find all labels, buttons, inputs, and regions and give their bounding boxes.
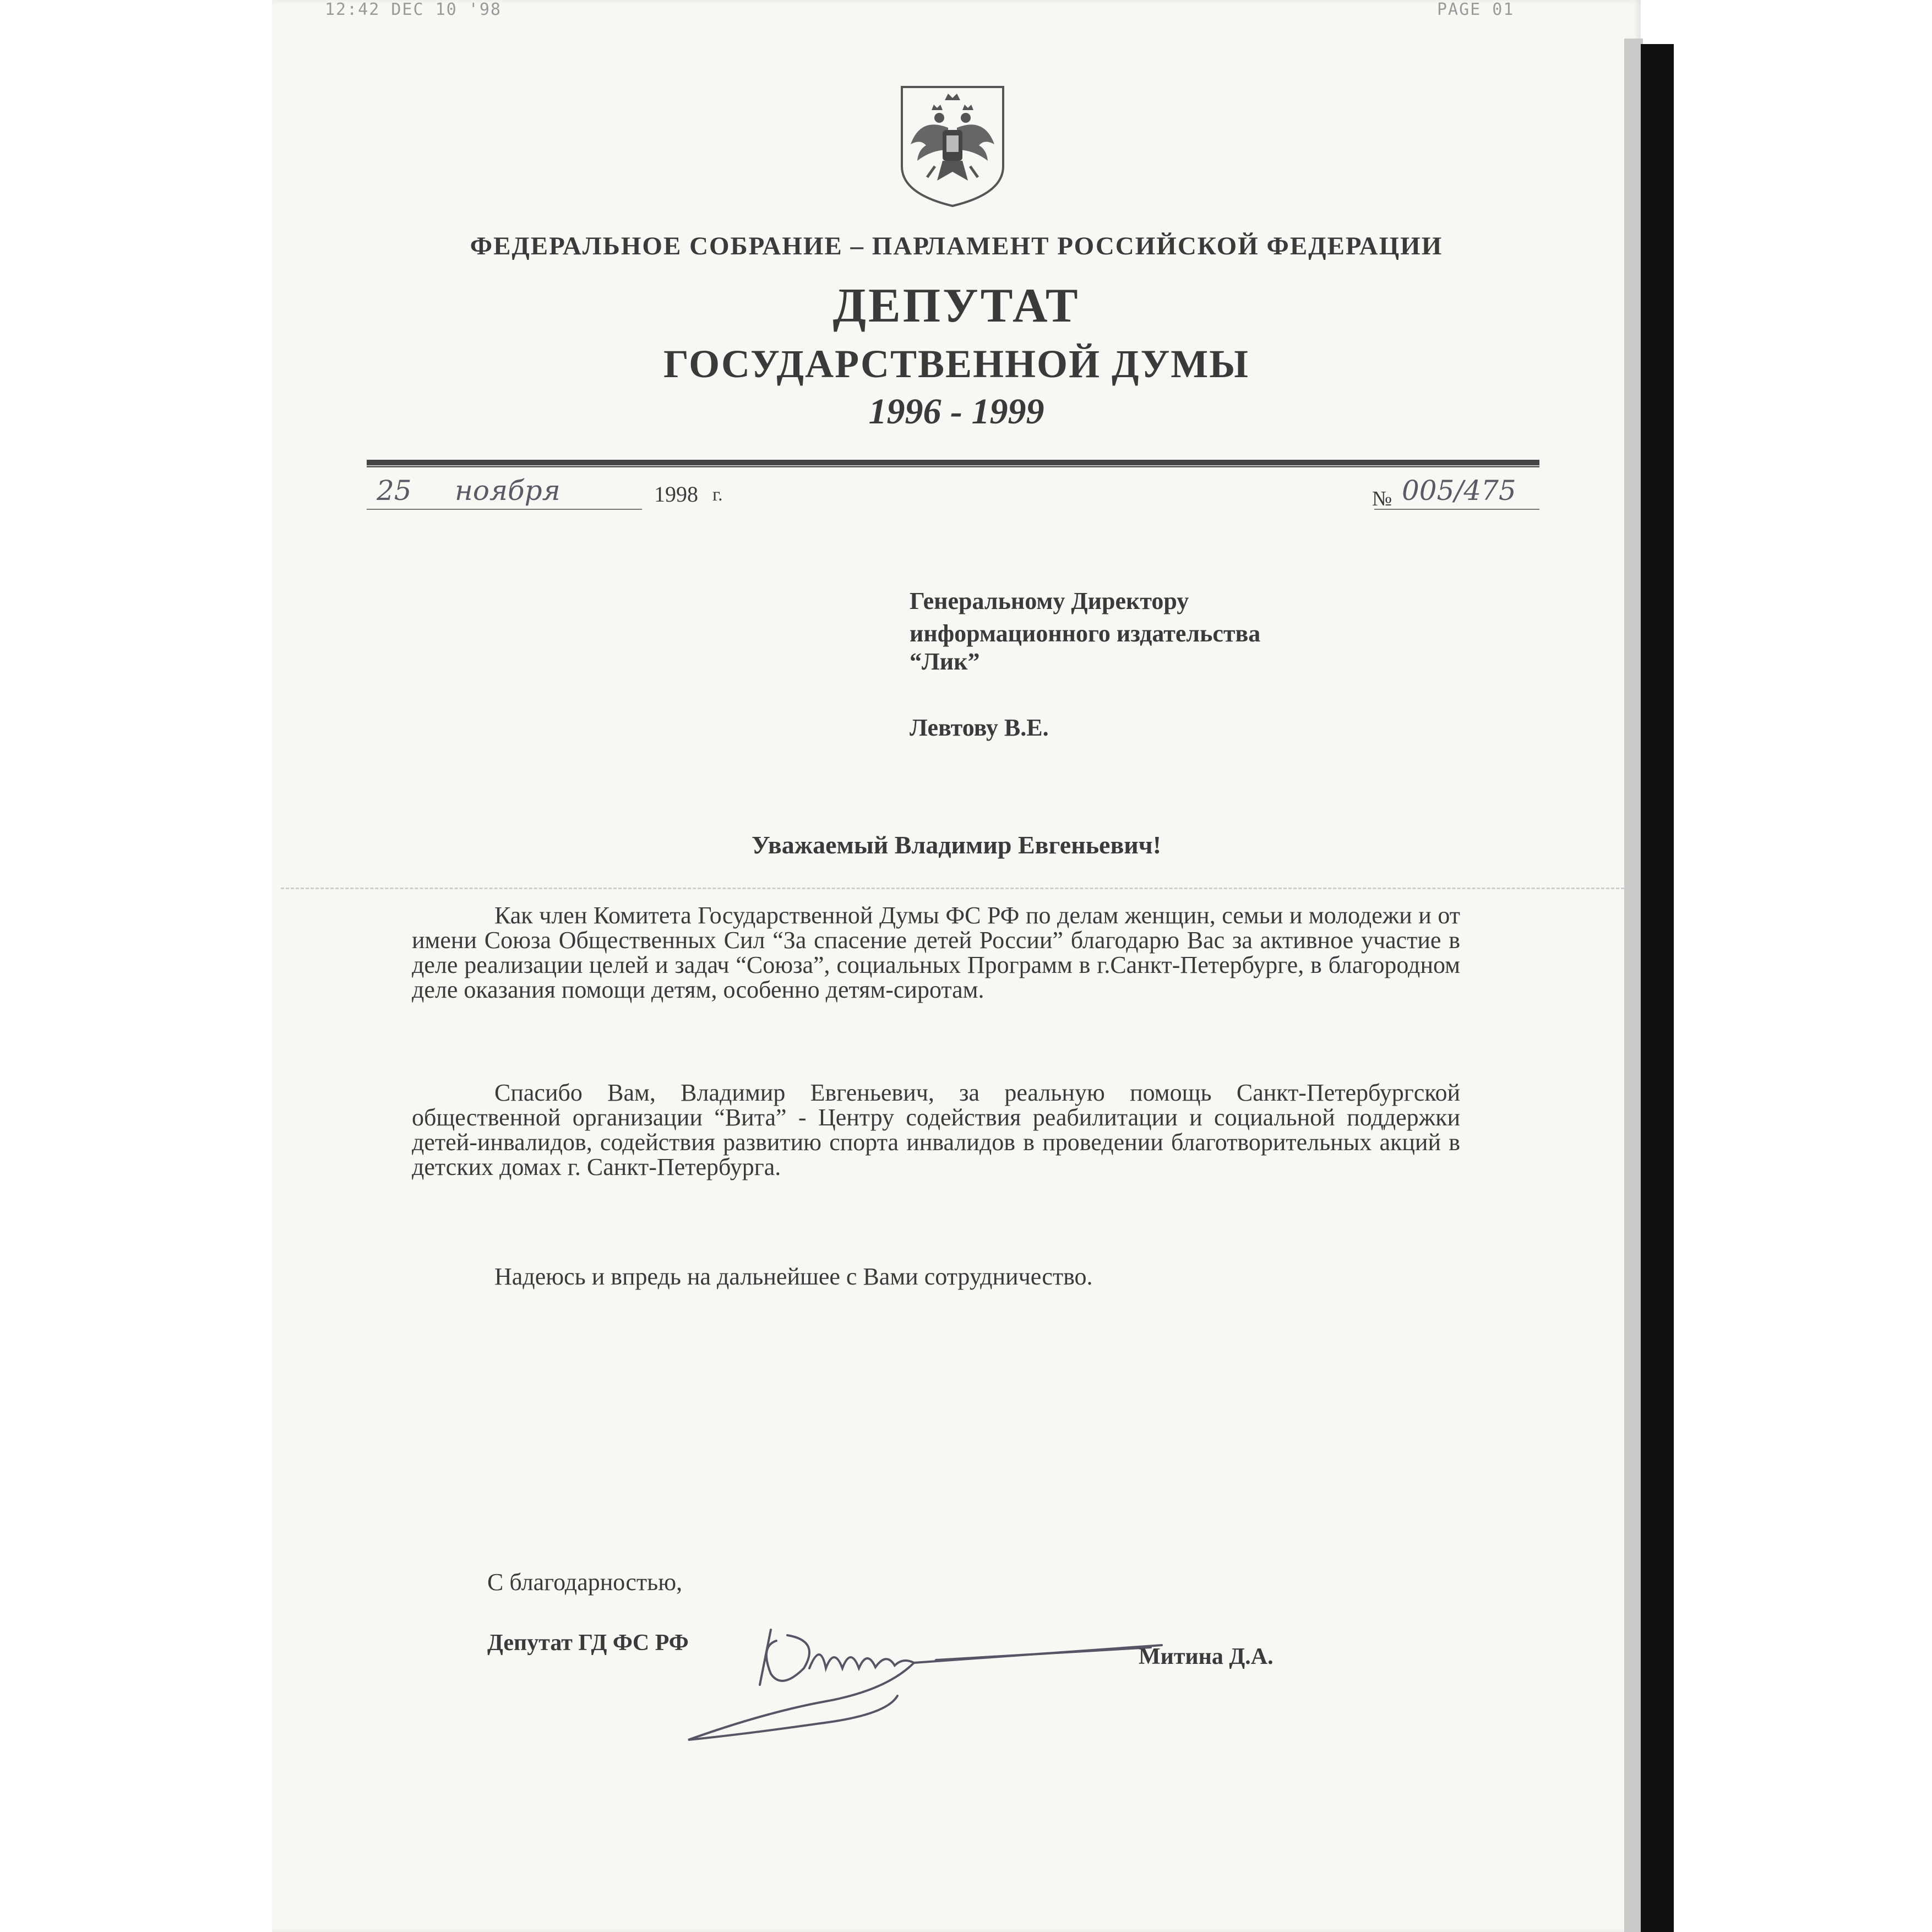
body-paragraph-2: Спасибо Вам, Владимир Евгеньевич, за реальную помощь Санкт-Петербургской общественной организации “Вита” - Центру содействия реабилитации и социальной поддержки детей-инвалидов, содействия развитию спорта инвалидов в проведении благотворительных акций в детских домах г. Санкт-Петербурга. <box>412 1079 1460 1180</box>
document-number: 005/475 <box>1402 475 1516 507</box>
addressee-line-3: “Лик” <box>910 648 980 675</box>
date-year: 1998 <box>654 482 698 507</box>
signatory-position: Депутат ГД ФС РФ <box>487 1630 689 1656</box>
number-label: № <box>1372 487 1392 510</box>
number-underline <box>1374 509 1539 510</box>
duma-subtitle: ГОСУДАРСТВЕННОЙ ДУМЫ <box>663 342 1249 386</box>
body-paragraph-3: Надеюсь и впредь на дальнейшее с Вами сотрудничество. <box>494 1263 1093 1290</box>
term-years: 1996 - 1999 <box>868 391 1044 432</box>
date-year-suffix: г. <box>712 485 723 505</box>
date-day: 25 <box>377 475 412 507</box>
addressee-name: Левтову В.Е. <box>910 714 1049 741</box>
closing-regards: С благодарностью, <box>487 1569 683 1596</box>
greeting: Уважаемый Владимир Евгеньевич! <box>751 831 1162 859</box>
body-paragraph-1: Как член Комитета Государственной Думы ФС РФ по делам женщин, семьи и молодежи и от имени Союза Общественных Сил “За спасение детей России” благодарю Вас за активное участие в деле реализации целей и задач “Союза”, социальных Программ в г.Санкт-Петербурге, в благородном деле оказания помощи детям, особенно детям-сиротам. <box>412 902 1460 1003</box>
handwritten-signature <box>677 1608 1173 1751</box>
date-number-row <box>367 475 1556 519</box>
fax-timestamp: 12:42 DEC 10 '98 <box>325 0 502 19</box>
fold-line <box>281 888 1624 889</box>
fax-page-number: PAGE 01 <box>1437 0 1515 19</box>
addressee-line-2: информационного издательства <box>910 620 1261 647</box>
signatory-name: Митина Д.А. <box>1139 1644 1274 1669</box>
addressee-line-1: Генеральному Директору <box>910 587 1189 614</box>
scanner-border <box>1641 44 1674 1932</box>
parliament-heading: ФЕДЕРАЛЬНОЕ СОБРАНИЕ – ПАРЛАМЕНТ РОССИЙСКОЙ ФЕДЕРАЦИИ <box>470 232 1443 260</box>
date-month: ноября <box>455 475 560 507</box>
header-rule <box>367 460 1539 467</box>
deputy-title: ДЕПУТАТ <box>832 279 1080 333</box>
coat-of-arms-icon <box>899 84 1006 208</box>
date-underline <box>367 509 642 510</box>
